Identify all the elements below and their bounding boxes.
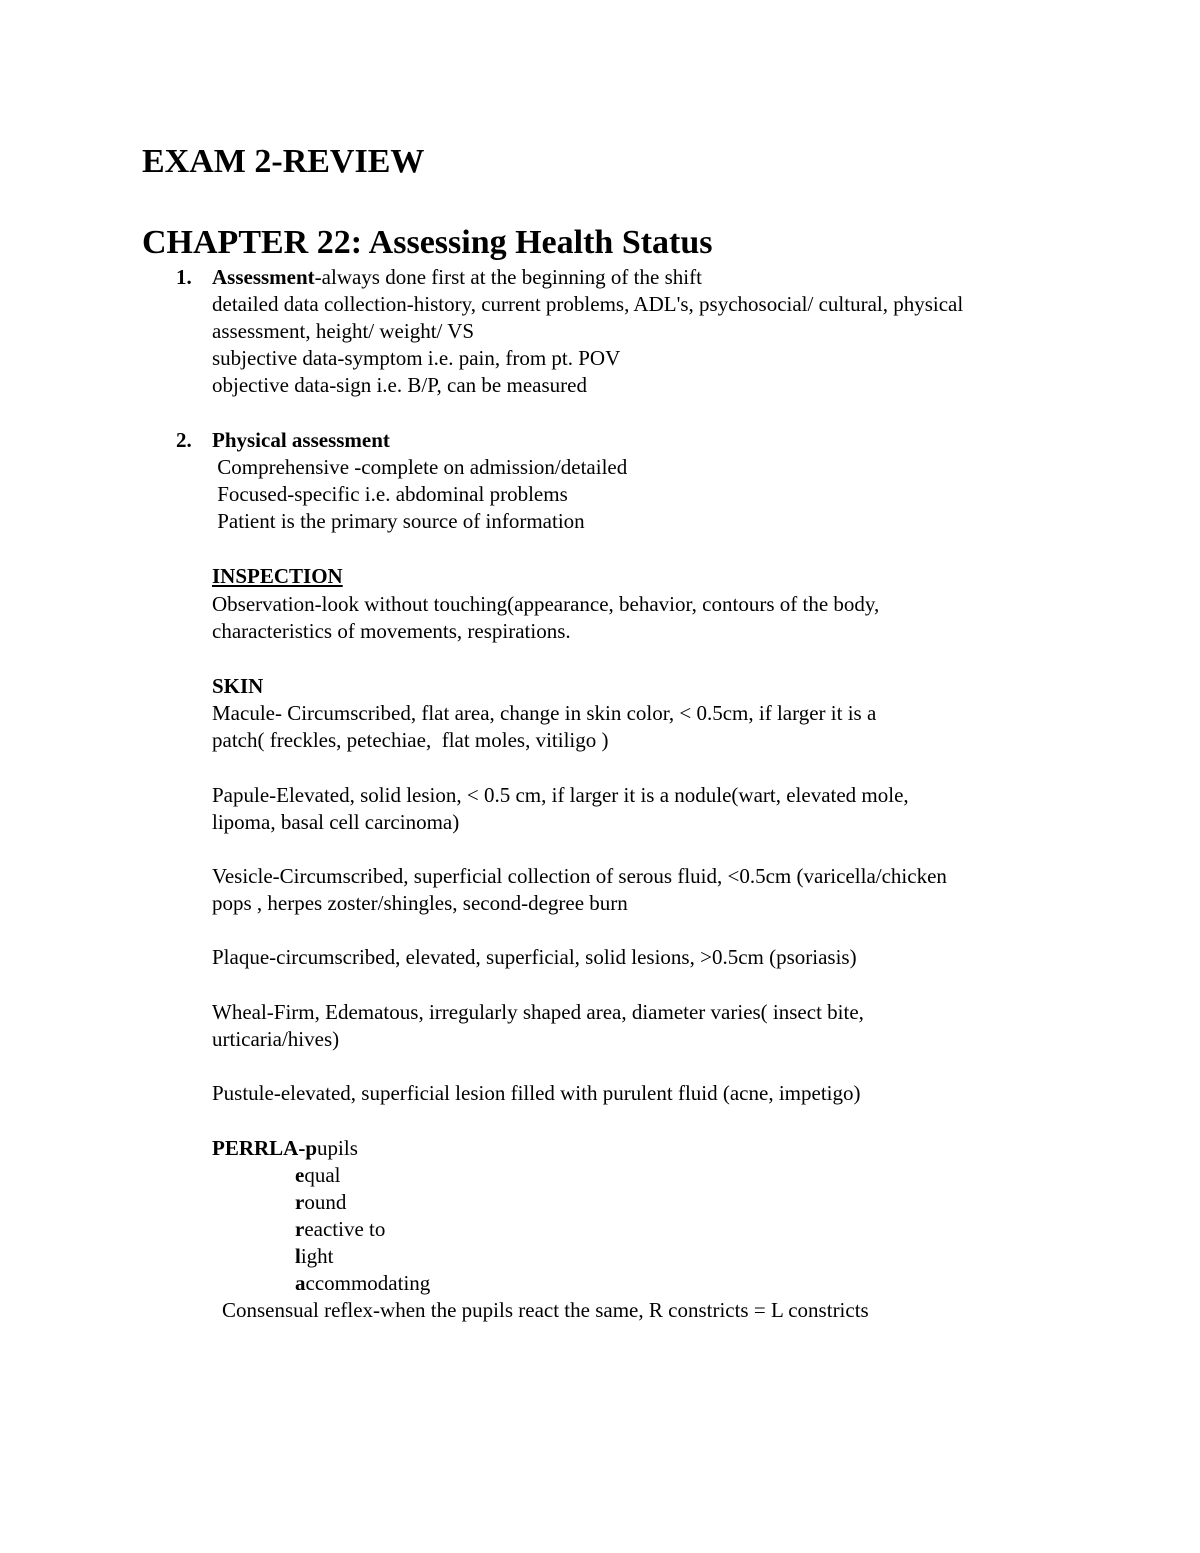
assessment-line	[212, 264, 702, 291]
papule-line: lipoma, basal cell carcinoma)	[212, 810, 460, 834]
perrla-item	[295, 1216, 385, 1243]
page-title: EXAM 2-REVIEW	[142, 143, 425, 180]
perrla-heading: PERRLA-	[212, 1136, 306, 1160]
perrla-item	[295, 1270, 430, 1297]
inspection-line: characteristics of movements, respirations.	[212, 619, 571, 643]
perrla-item	[295, 1243, 334, 1270]
assessment-definition: -always done first at the beginning of the shift	[314, 265, 702, 289]
consensual-reflex-line: Consensual reflex-when the pupils react the same, R constricts = L constricts	[222, 1298, 869, 1322]
perrla-word-rest: upils	[317, 1136, 358, 1160]
wheal-line: Wheal-Firm, Edematous, irregularly shaped area, diameter varies( insect bite,	[212, 1000, 864, 1024]
physical-assessment-term: Physical assessment	[212, 428, 390, 452]
assessment-detail-line: detailed data collection-history, current problems, ADL's, psychosocial/ cultural, physical	[212, 292, 964, 316]
assessment-detail-line: assessment, height/ weight/ VS	[212, 319, 475, 343]
perrla-item	[295, 1189, 346, 1216]
plaque-line: Plaque-circumscribed, elevated, superficial, solid lesions, >0.5cm (psoriasis)	[212, 945, 857, 969]
perrla-letter: l	[295, 1244, 301, 1268]
perrla-letter: r	[295, 1190, 305, 1214]
physical-assessment-line: Focused-specific i.e. abdominal problems	[212, 482, 568, 506]
item-number-1: 1.	[176, 265, 192, 289]
perrla-word-rest: ccommodating	[305, 1271, 431, 1295]
physical-assessment-line: Patient is the primary source of information	[212, 509, 585, 533]
macule-line: Macule- Circumscribed, flat area, change in skin color, < 0.5cm, if larger it is a	[212, 701, 877, 725]
macule-line: patch( freckles, petechiae, flat moles, vitiligo )	[212, 728, 609, 752]
perrla-word-rest: ound	[304, 1190, 347, 1214]
assessment-detail-line: objective data-sign i.e. B/P, can be measured	[212, 373, 587, 397]
pustule-line: Pustule-elevated, superficial lesion filled with purulent fluid (acne, impetigo)	[212, 1081, 861, 1105]
vesicle-line: pops , herpes zoster/shingles, second-degree burn	[212, 891, 628, 915]
assessment-detail-line: subjective data-symptom i.e. pain, from pt. POV	[212, 346, 621, 370]
perrla-letter: r	[295, 1217, 305, 1241]
perrla-letter: p	[305, 1136, 318, 1160]
physical-assessment-line: Comprehensive -complete on admission/detailed	[212, 455, 628, 479]
inspection-heading: INSPECTION	[212, 564, 343, 588]
perrla-letter: a	[295, 1271, 306, 1295]
perrla-letter: e	[295, 1163, 305, 1187]
perrla-word-rest: ight	[300, 1244, 334, 1268]
chapter-heading: CHAPTER 22: Assessing Health Status	[142, 224, 713, 261]
perrla-item	[295, 1162, 340, 1189]
assessment-term: Assessment	[212, 265, 315, 289]
perrla-word-rest: eactive to	[304, 1217, 386, 1241]
wheal-line: urticaria/hives)	[212, 1027, 340, 1051]
papule-line: Papule-Elevated, solid lesion, < 0.5 cm, if larger it is a nodule(wart, elevated mole,	[212, 783, 909, 807]
vesicle-line: Vesicle-Circumscribed, superficial collection of serous fluid, <0.5cm (varicella/chicken	[212, 864, 947, 888]
inspection-line: Observation-look without touching(appearance, behavior, contours of the body,	[212, 592, 880, 616]
skin-heading: SKIN	[212, 674, 264, 698]
perrla-heading-line	[212, 1135, 358, 1162]
perrla-word-rest: qual	[304, 1163, 341, 1187]
item-number-2: 2.	[176, 428, 192, 452]
